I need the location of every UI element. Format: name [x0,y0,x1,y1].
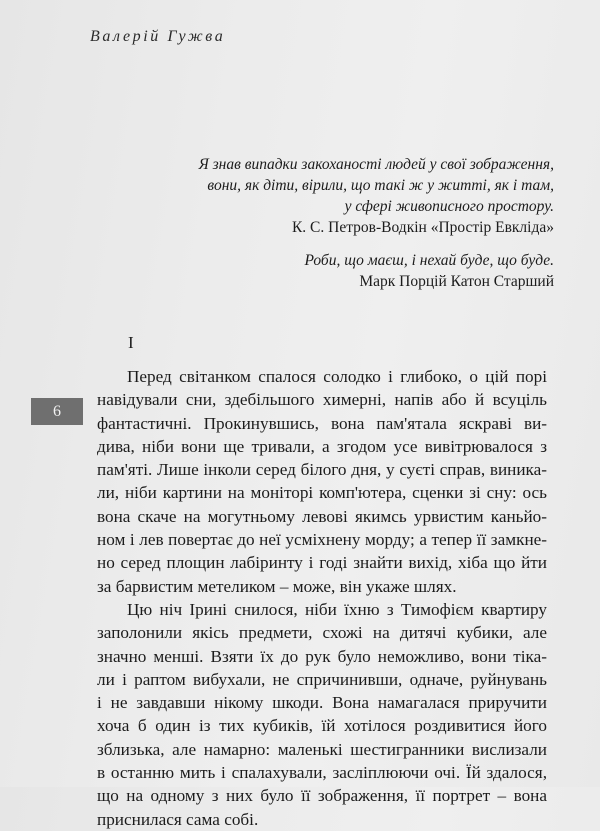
body-line: дива, ніби вони ще тривали, а згодом усе вивітрювалося з [97,436,547,456]
body-line: і не завдавши нікому шкоди. Вона намагалася приручити [97,693,547,713]
running-head: Валерій Гужва [90,28,226,45]
epigraph-2-author: Марк Порцій Катон Старший [359,273,554,290]
body-line: навідували сни, здебільшого химерні, напів або й всуціль [97,390,547,410]
epigraph-2-quote-line: Роби, що маєш, і нехай буде, що буде. [304,252,554,269]
body-line: Цю ніч Ірині снилося, ніби їхню з Тимофієм квартиру [127,599,547,619]
body-line: що на одному з них було її зображення, її портрет – вона [97,786,547,806]
body-line: Перед світанком спалося солодко і глибоко, о цій порі [127,367,547,386]
epigraph-2 [304,250,554,292]
epigraph-1-quote-line: Я знав випадки закоханості людей у свої зображення, [198,156,554,173]
body-line: значно менші. Взяти їх до рук було неможливо, вони тіка- [97,646,547,666]
epigraph-1-author: К. С. Петров-Водкін «Простір Евкліда» [291,219,554,236]
chapter-number: I [128,333,134,352]
chapter-body [97,365,547,831]
body-line: ли і раптом вибухали, не спричинивши, одначе, руйнувань [97,669,547,689]
body-line: фантастичні. Прокинувшись, вона пам'ятала яскраві ви- [97,413,547,433]
body-line: приснилася сама собі. [97,809,259,829]
page-number-tab: 6 [31,398,83,425]
epigraph-1-quote-line: у сфері живописного простору. [344,198,554,215]
body-line: за барвистим метеликом – може, він укаже шлях. [97,576,457,596]
body-line: зблизька, але намарно: маленькі шестигранники вислизали [97,739,547,759]
body-line: ли, ніби картини на моніторі комп'ютера, сценки зі сну: ось [97,483,547,503]
body-line: в останню мить і спалахували, засліплюючи очі. Їй здалося, [97,763,547,783]
epigraph-1 [199,154,554,238]
body-line: ном і лев повертає до неї усміхнену морду; а тепер її замкне- [97,530,547,550]
body-line: но серед площин лабіринту і годі знайти вихід, хіба що йти [97,553,547,573]
body-line: пам'яті. Лише інколи серед білого дня, у суєті справ, виника- [97,460,547,480]
body-line: вона скаче на могутньому левові якимсь урвистим каньйо- [97,506,547,526]
body-line: хоча б один із тих кубиків, їй хотілося роздивитися його [97,716,547,736]
epigraph-1-quote-line: вони, як діти, вірили, що такі ж у житті, як і там, [207,177,554,194]
body-line: заполонили якісь предмети, схожі на дитячі кубики, але [97,623,547,643]
